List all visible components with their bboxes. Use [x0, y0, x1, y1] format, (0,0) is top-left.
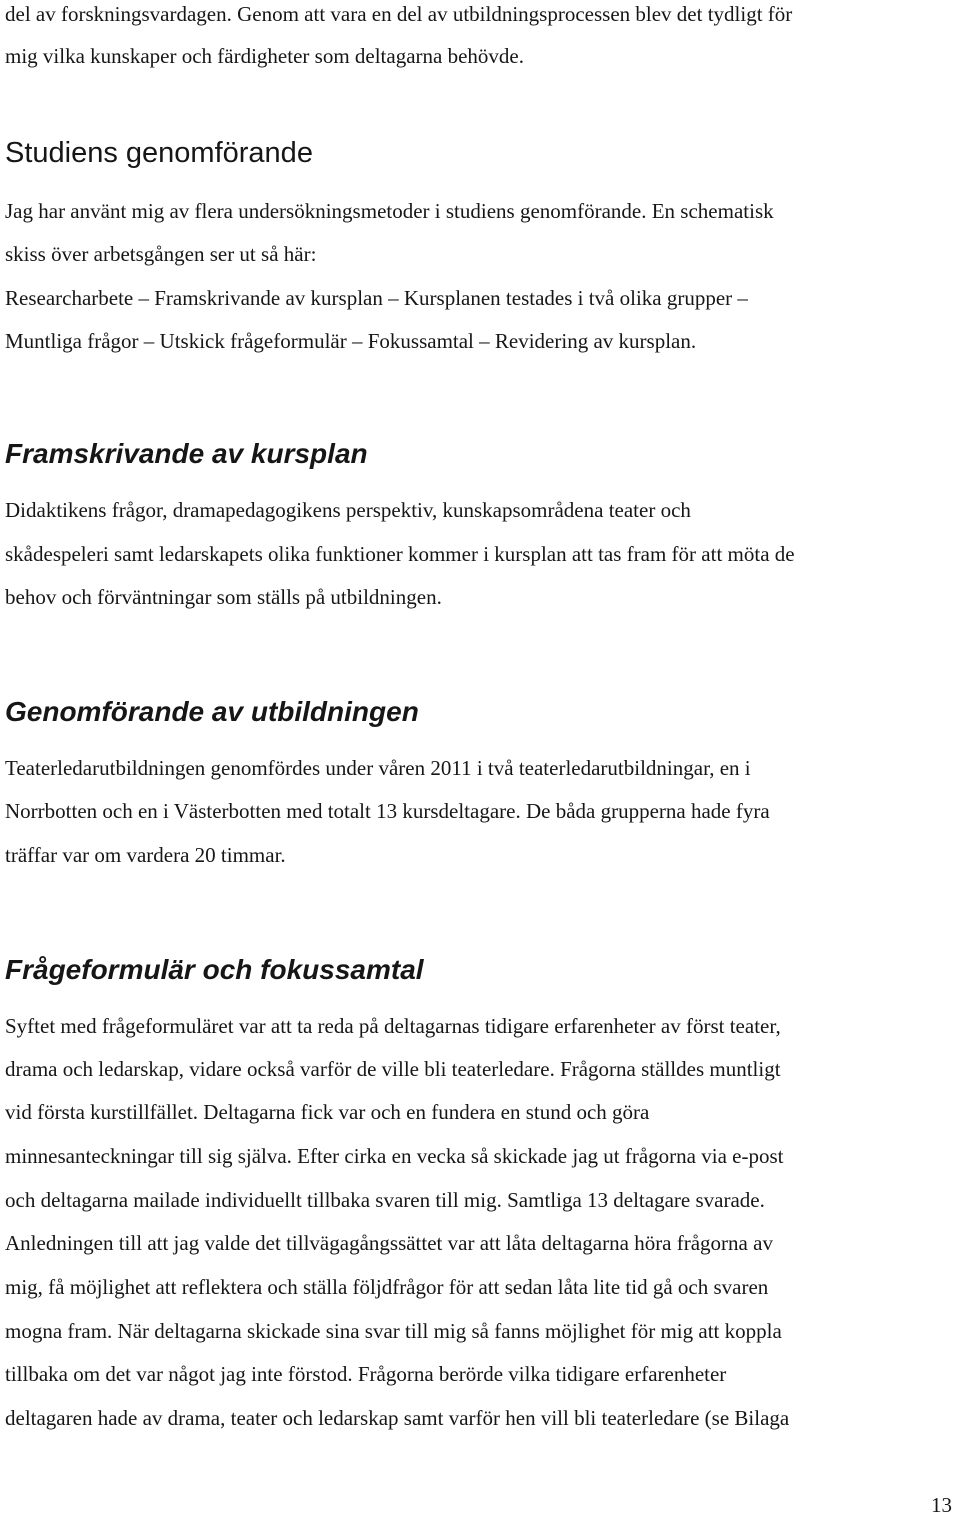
- body-text-line: drama och ledarskap, vidare också varför de ville bli teaterledare. Frågorna ställdes muntligt: [5, 1057, 781, 1081]
- body-text-line: Muntliga frågor – Utskick frågeformulär – Fokussamtal – Revidering av kursplan.: [5, 329, 697, 353]
- body-text-line: tillbaka om det var något jag inte förstod. Frågorna berörde vilka tidigare erfarenheter: [5, 1362, 727, 1386]
- body-text-line: Didaktikens frågor, dramapedagogikens perspektiv, kunskapsområdena teater och: [5, 498, 691, 522]
- body-text-line: Norrbotten och en i Västerbotten med totalt 13 kursdeltagare. De båda grupperna hade fyra: [5, 799, 770, 823]
- section-heading: Studiens genomförande: [5, 137, 313, 169]
- body-text-line: behov och förväntningar som ställs på utbildningen.: [5, 585, 442, 609]
- body-text-line: skiss över arbetsgången ser ut så här:: [5, 242, 317, 266]
- body-text-line: skådespeleri samt ledarskapets olika funktioner kommer i kursplan att tas fram för att möta de: [5, 542, 795, 566]
- body-text-line: mig vilka kunskaper och färdigheter som deltagarna behövde.: [5, 44, 524, 68]
- body-text-line: vid första kurstillfället. Deltagarna fick var och en fundera en stund och göra: [5, 1100, 650, 1124]
- body-text-line: Syftet med frågeformuläret var att ta reda på deltagarnas tidigare erfarenheter av först teater,: [5, 1014, 781, 1038]
- body-text-line: mogna fram. När deltagarna skickade sina svar till mig så fanns möjlighet för mig att koppla: [5, 1319, 782, 1343]
- section-heading: Genomförande av utbildningen: [5, 696, 419, 727]
- body-text-line: mig, få möjlighet att reflektera och ställa följdfrågor för att sedan låta lite tid gå och svaren: [5, 1275, 769, 1299]
- body-text-line: Anledningen till att jag valde det tillvägagångssättet var att låta deltagarna höra frågorna av: [5, 1231, 773, 1255]
- body-text-line: Jag har använt mig av flera undersökningsmetoder i studiens genomförande. En schematisk: [5, 199, 774, 223]
- body-text-line: minnesanteckningar till sig själva. Efter cirka en vecka så skickade jag ut frågorna via e-post: [5, 1144, 784, 1168]
- body-text-line: del av forskningsvardagen. Genom att vara en del av utbildningsprocessen blev det tydligt för: [5, 2, 793, 26]
- body-text-line: Researcharbete – Framskrivande av kursplan – Kursplanen testades i två olika grupper –: [5, 286, 748, 310]
- body-text-line: träffar var om vardera 20 timmar.: [5, 843, 286, 867]
- body-text-line: Teaterledarutbildningen genomfördes under våren 2011 i två teaterledarutbildningar, en i: [5, 756, 751, 780]
- body-text-line: och deltagarna mailade individuellt tillbaka svaren till mig. Samtliga 13 deltagare svarade.: [5, 1188, 765, 1212]
- body-text-line: deltagaren hade av drama, teater och ledarskap samt varför hen vill bli teaterledare (se Bilaga: [5, 1406, 790, 1430]
- section-heading: Framskrivande av kursplan: [5, 438, 368, 469]
- section-heading: Frågeformulär och fokussamtal: [5, 954, 424, 985]
- page-number: 13: [931, 1493, 952, 1517]
